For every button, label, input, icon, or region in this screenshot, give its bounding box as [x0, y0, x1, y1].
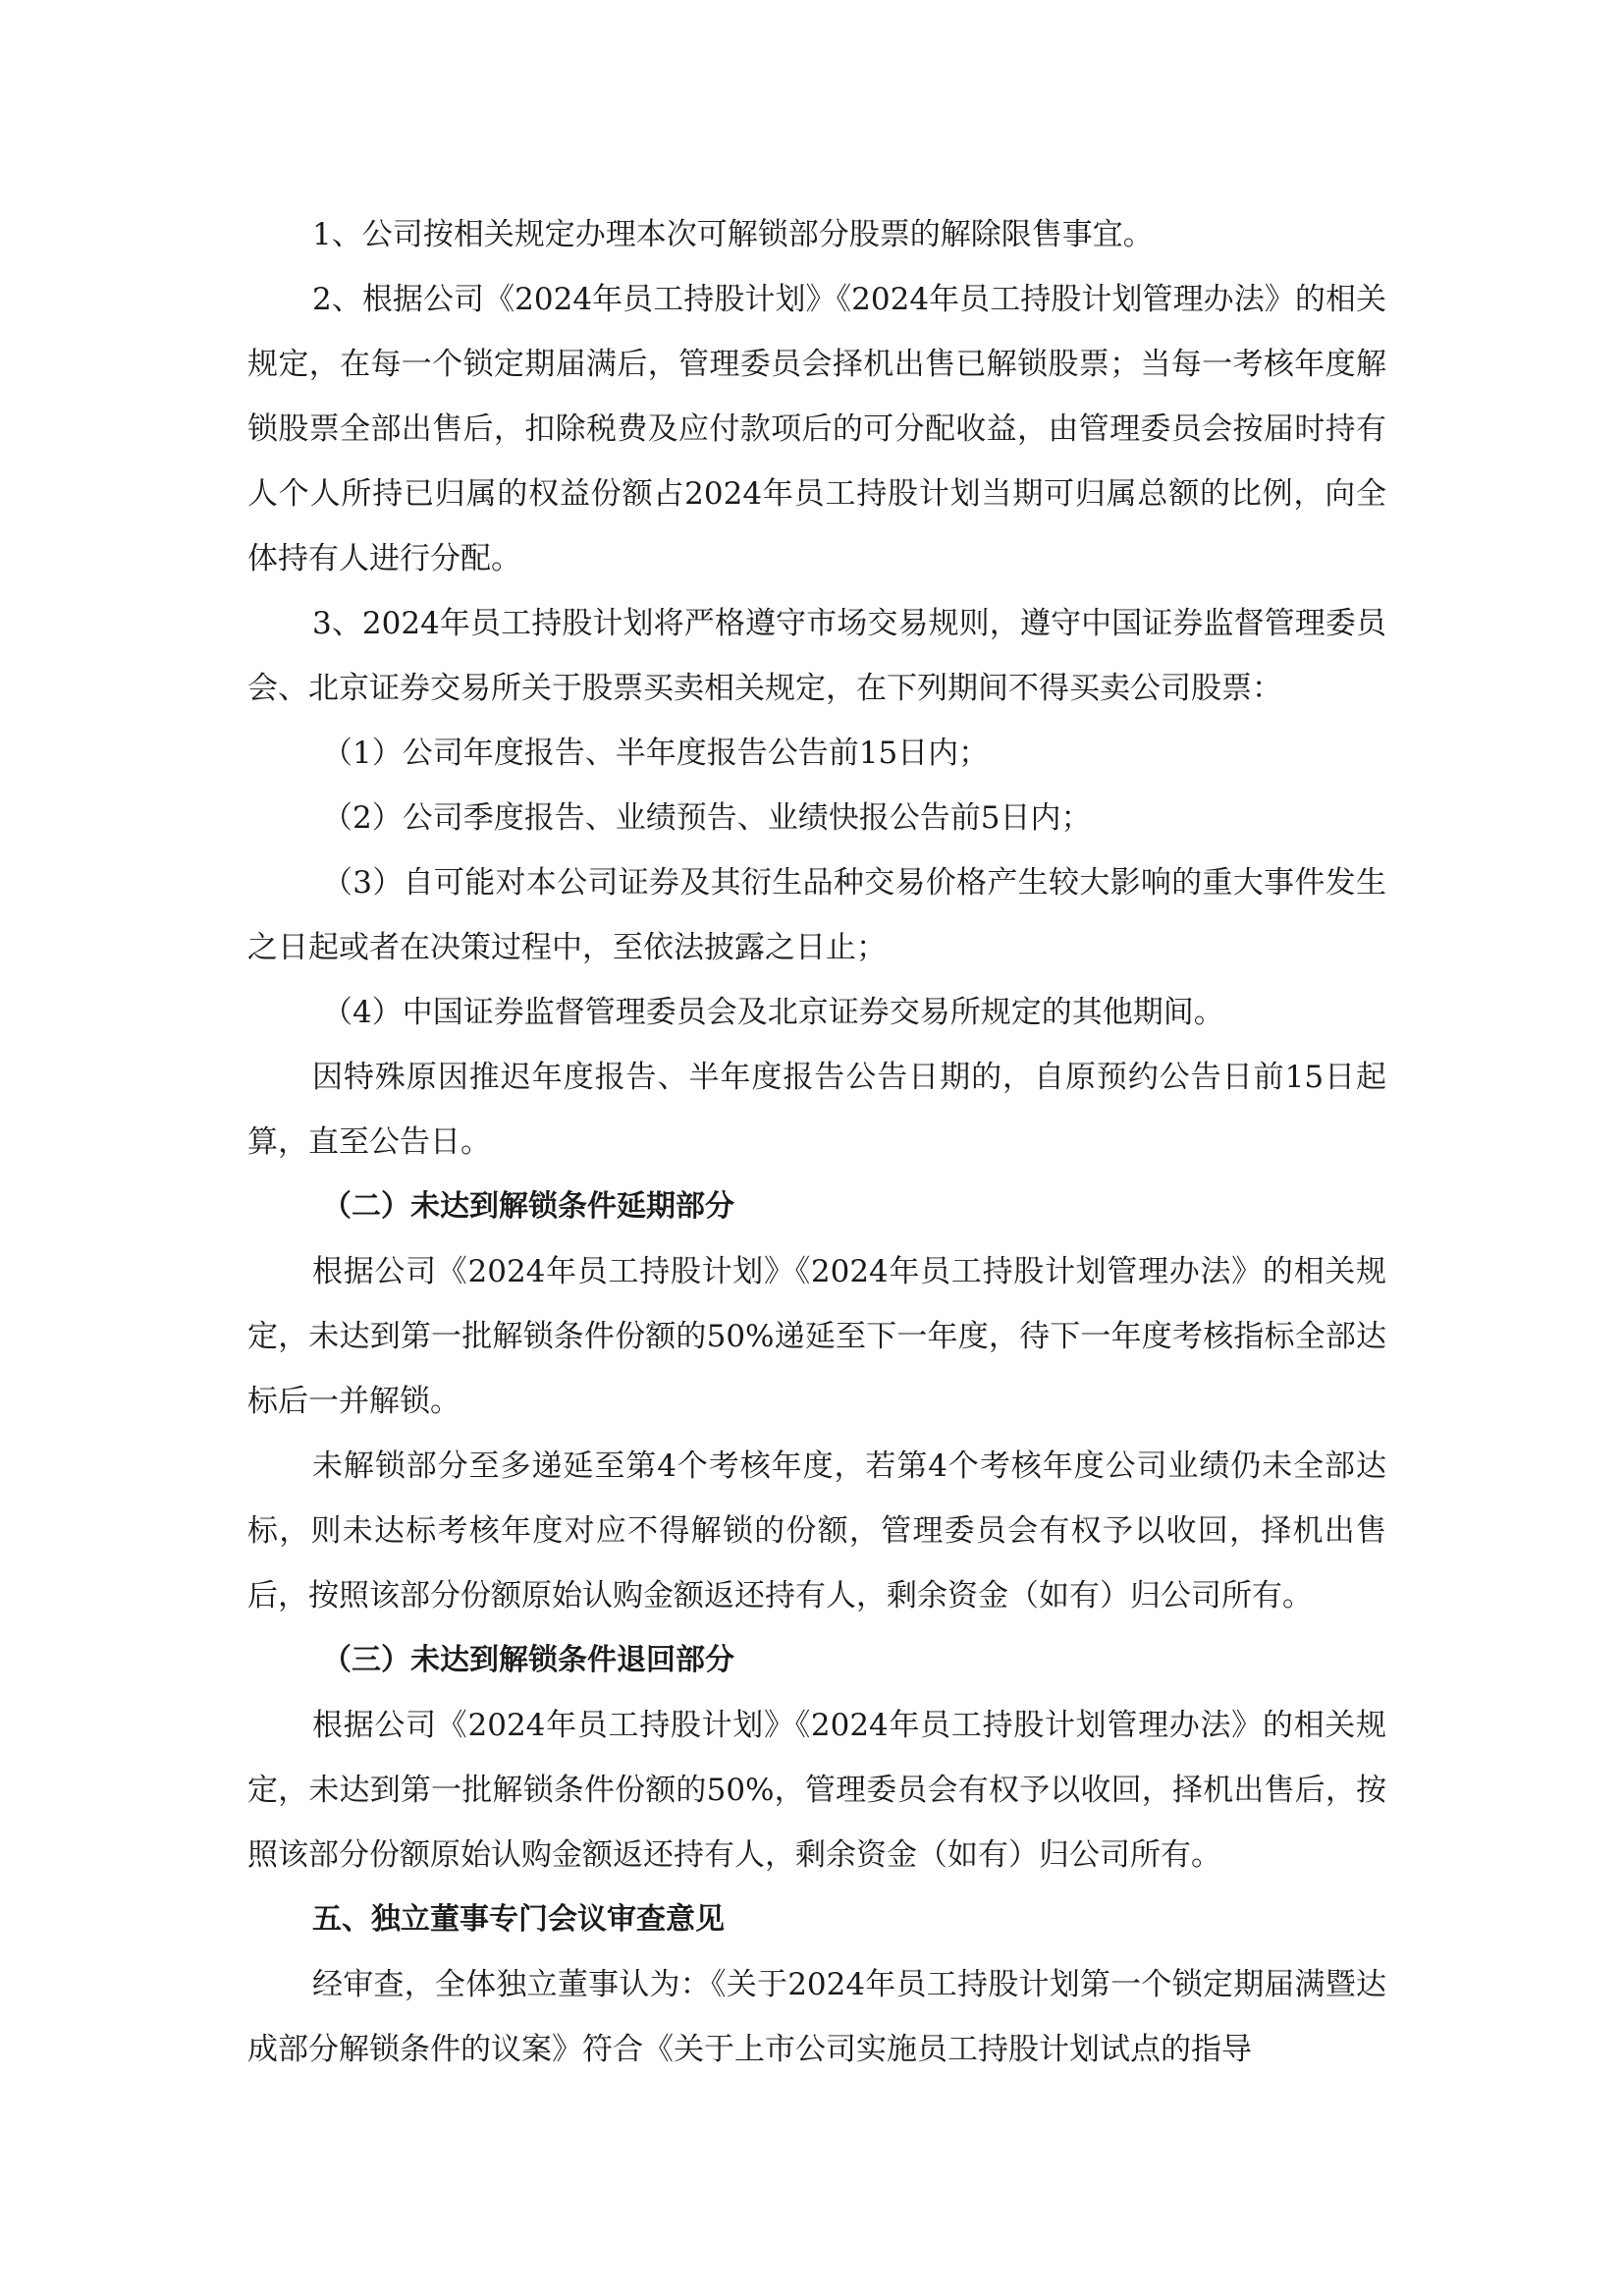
para-8: 经审查，全体独立董事认为：《关于2024年员工持股计划第一个锁定期届满暨达成部分解锁条件的议案》符合《关于上市公司实施员工持股计划试点的指导: [247, 1967, 1386, 2067]
heading-independent-directors: 五、独立董事专门会议审查意见: [312, 1902, 725, 1937]
para-6: 未解锁部分至多递延至第4个考核年度，若第4个考核年度公司业绩仍未全部达标，则未达标考核年度对应不得解锁的份额，管理委员会有权予以收回，择机出售后，按照该部分份额原始认购金额返还持有人，剩余资金（如有）归公司所有。: [247, 1449, 1386, 1613]
para-4: 因特殊原因推迟年度报告、半年度报告公告日期的，自原预约公告日前15日起算，直至公告日。: [247, 1060, 1386, 1160]
para-2: 2、根据公司《2024年员工持股计划》《2024年员工持股计划管理办法》的相关规定，在每一个锁定期届满后，管理委员会择机出售已解锁股票；当每一考核年度解锁股票全部出售后，扣除税费及应付款项后的可分配收益，由管理委员会按届时持有人个人所持已归属的权益份额占2024年员工持股计划当期可归属总额的比例，向全体持有人进行分配。: [247, 282, 1386, 576]
item-2: （2）公司季度报告、业绩预告、业绩快报公告前5日内；: [322, 800, 1092, 836]
document-body: [247, 202, 1386, 2082]
para-7: 根据公司《2024年员工持股计划》《2024年员工持股计划管理办法》的相关规定，未达到第一批解锁条件份额的50%，管理委员会有权予以收回，择机出售后，按照该部分份额原始认购金额返还持有人，剩余资金（如有）归公司所有。: [247, 1708, 1386, 1873]
item-1: （1）公司年度报告、半年度报告公告前15日内；: [322, 736, 990, 771]
heading-returned: （三）未达到解锁条件退回部分: [322, 1643, 734, 1677]
heading-deferred: （二）未达到解锁条件延期部分: [322, 1189, 734, 1224]
para-1: 1、公司按相关规定办理本次可解锁部分股票的解除限售事宜。: [312, 217, 1154, 252]
item-4: （4）中国证券监督管理委员会及北京证券交易所规定的其他期间。: [322, 995, 1224, 1030]
para-5: 根据公司《2024年员工持股计划》《2024年员工持股计划管理办法》的相关规定，未达到第一批解锁条件份额的50%递延至下一年度，待下一年度考核指标全部达标后一并解锁。: [247, 1254, 1386, 1419]
item-3: （3）自可能对本公司证券及其衍生品种交易价格产生较大影响的重大事件发生之日起或者在决策过程中，至依法披露之日止；: [247, 865, 1386, 965]
para-3: 3、2024年员工持股计划将严格遵守市场交易规则，遵守中国证券监督管理委员会、北京证券交易所关于股票买卖相关规定，在下列期间不得买卖公司股票：: [247, 606, 1386, 706]
